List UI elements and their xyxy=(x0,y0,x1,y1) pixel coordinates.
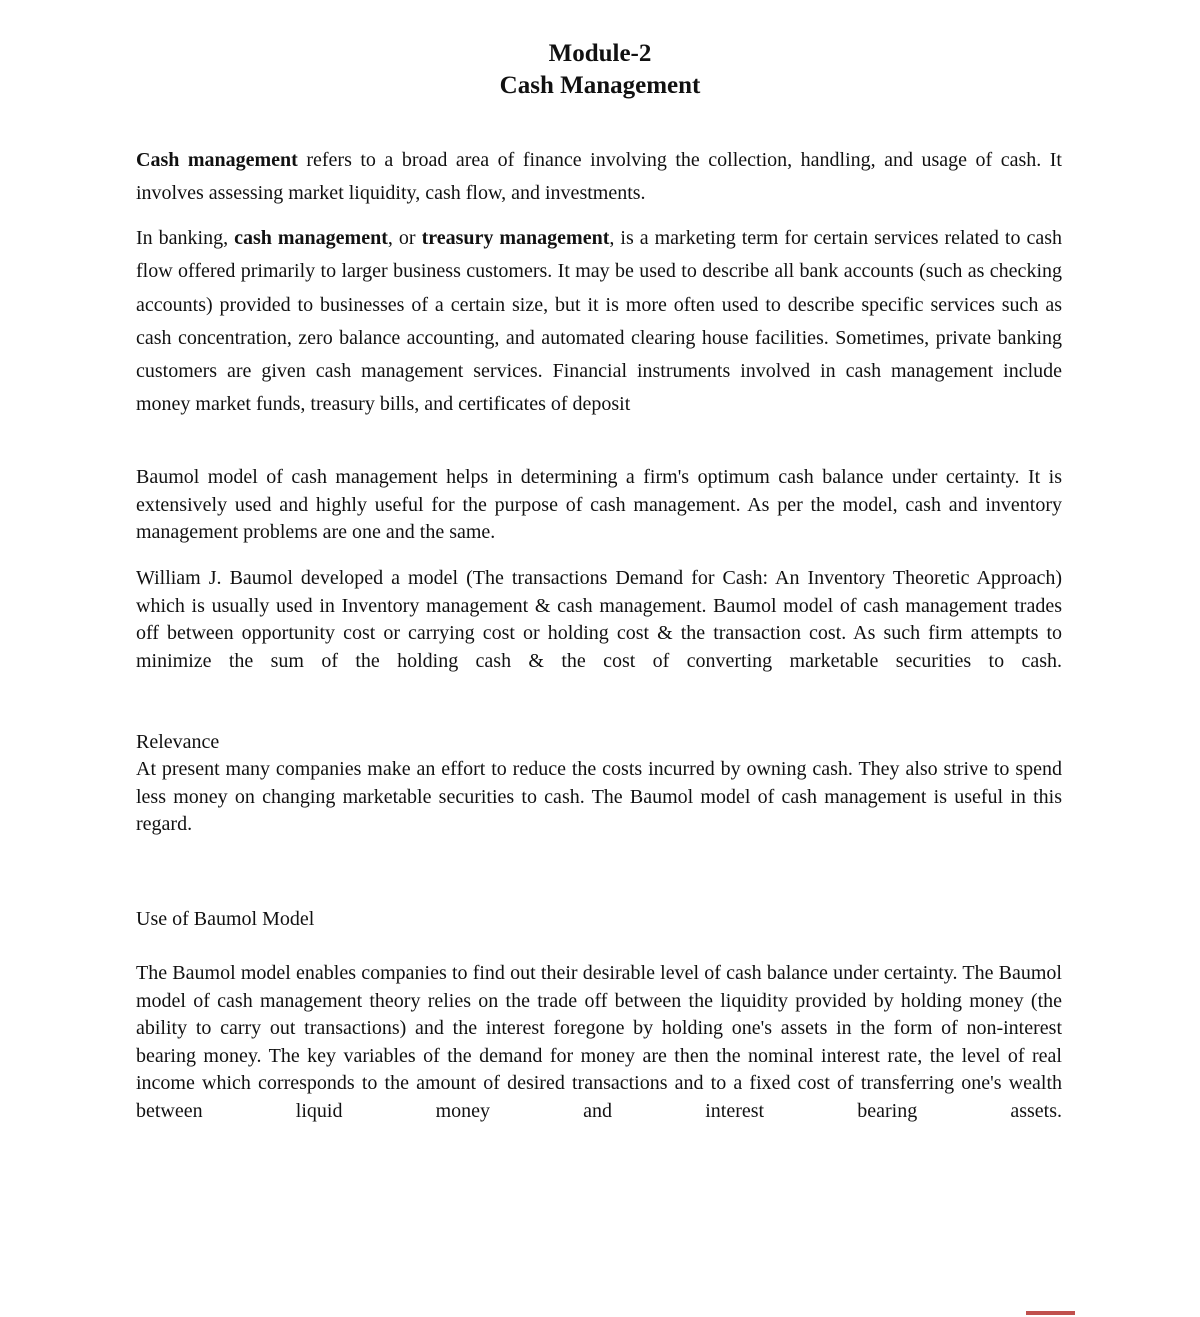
module-heading: Module-2 xyxy=(548,40,652,67)
paragraph-baumol-model-intro: Baumol model of cash management helps in determining a firm's optimum cash balance under certainty. It is extensively used and highly useful for the purpose of cash management. As per the model, cash and inventory management problems are one and the same. xyxy=(136,466,1062,543)
paragraph-text: , is a marketing term for certain services related to cash flow offered primarily to larger business customers. It may be used to describe all bank accounts (such as checking accounts) provided to businesses of a certain size, but it is more often used to describe specific services such as cash concentration, zero balance accounting, and automated clearing house facilities. Sometimes, private banking customers are given cash management services. Financial instruments involved in cash management include money market funds, treasury bills, and certificates of deposit xyxy=(136,227,1063,416)
page-title: Cash Management xyxy=(499,72,701,99)
paragraph-use-of-baumol-model: The Baumol model enables companies to find out their desirable level of cash balance under certainty. The Baumol model of cash management theory relies on the trade off between the liquidity provided by holding money (the ability to carry out transactions) and the interest foregone by holding one's assets in the form of non-interest bearing money. The key variables of the demand for money are then the nominal interest rate, the level of real income which corresponds to the amount of desired transactions and to a fixed cost of transferring one's wealth between liquid money and interest bearing assets. xyxy=(136,962,1062,1122)
term-cash-management-bold: cash management xyxy=(234,227,388,249)
paragraph-cash-management-definition xyxy=(136,144,1062,211)
paragraph-text: refers to a broad area of finance involving the collection, handling, and usage of cash. It involves assessing market liquidity, cash flow, and investments. xyxy=(136,149,1062,205)
section-heading-use-of-baumol-model: Use of Baumol Model xyxy=(136,908,315,930)
paragraph-relevance: At present many companies make an effort to reduce the costs incurred by owning cash. They also strive to spend less money on changing marketable securities to cash. The Baumol model of cash management is useful in this regard. xyxy=(136,758,1062,835)
term-treasury-management: treasury management xyxy=(421,227,610,249)
paragraph-intro: In banking, xyxy=(136,227,235,249)
footer-accent-bar xyxy=(1026,1311,1075,1315)
paragraph-banking-definition xyxy=(136,222,1062,422)
term-cash-management: Cash management xyxy=(136,149,298,171)
section-heading-relevance: Relevance xyxy=(136,731,220,753)
paragraph-connector: , or xyxy=(387,227,422,249)
paragraph-william-baumol: William J. Baumol developed a model (The transactions Demand for Cash: An Inventory Theoretic Approach) which is usually used in Inventory management & cash management. Baumol model of cash management trades off between opportunity cost or carrying cost or holding cost & the transaction cost. As such firm attempts to minimize the sum of the holding cash & the cost of converting marketable securities to cash. xyxy=(136,567,1062,672)
